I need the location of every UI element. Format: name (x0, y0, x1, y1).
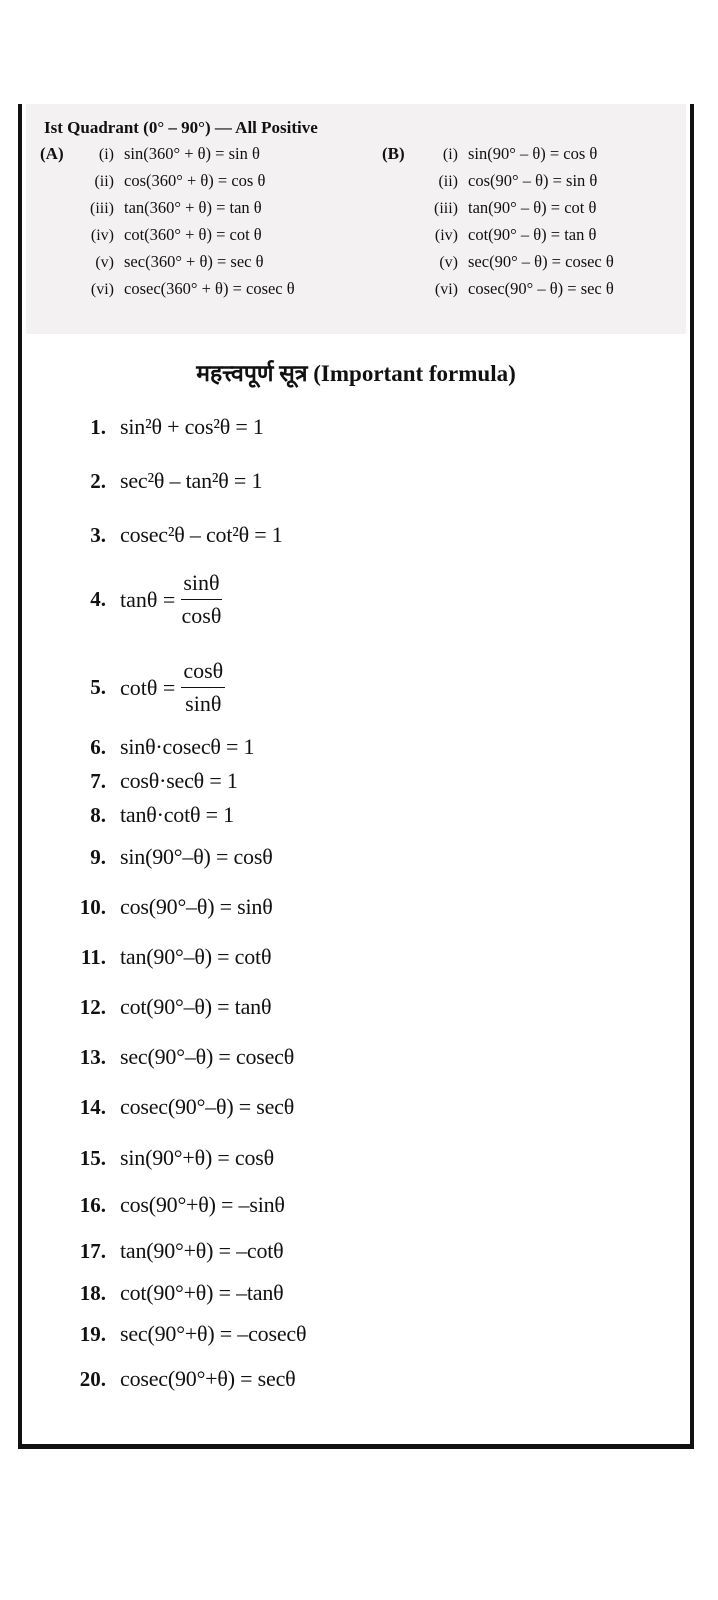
formula-text: sin(90°+θ) = cosθ (120, 1145, 274, 1170)
item-number: (i) (98, 146, 114, 163)
formula-text: cos(90°+θ) = –sinθ (120, 1192, 285, 1217)
formula-text: cosec²θ – cot²θ = 1 (120, 522, 283, 547)
page-frame (18, 104, 694, 1449)
formula-text: tan(90°–θ) = cotθ (120, 944, 272, 969)
formula-text: sin(90°–θ) = cosθ (120, 844, 273, 869)
formula-number: 13. (79, 1044, 106, 1069)
formula-number: 15. (79, 1145, 106, 1170)
item-number: (v) (95, 254, 114, 271)
fraction (181, 570, 221, 629)
identity-row (382, 252, 702, 279)
formula-number: 11. (80, 944, 106, 969)
formula-item (64, 1238, 284, 1264)
formula-number: 7. (90, 768, 106, 793)
set-tag: (A) (40, 144, 64, 163)
formula-number: 14. (79, 1094, 106, 1119)
item-number: (v) (439, 254, 458, 271)
identity-row (40, 252, 360, 279)
item-number: (ii) (94, 173, 114, 190)
formula-item (64, 1145, 274, 1171)
identity-row (382, 198, 702, 225)
item-number: (iii) (434, 200, 458, 217)
quadrant-heading: Ist Quadrant (0° – 90°) — All Positive (44, 118, 318, 137)
fraction-denominator: cosθ (181, 603, 222, 628)
formula-text: cot(90°–θ) = tanθ (120, 994, 272, 1019)
formula-number: 16. (79, 1192, 106, 1217)
identity-row (40, 144, 360, 171)
formula-item (64, 1366, 296, 1392)
fraction-numerator: cosθ (181, 658, 225, 688)
formula-item (64, 994, 271, 1020)
fraction (181, 658, 225, 717)
formula-item (64, 414, 264, 440)
formula-number: 19. (79, 1321, 106, 1346)
formula-item (64, 944, 271, 970)
formula-item (64, 1321, 306, 1347)
formula-item (64, 570, 222, 629)
formula-number: 18. (79, 1280, 106, 1305)
formula-item (64, 768, 238, 794)
identity-text: tan(90° – θ) = cot θ (468, 198, 597, 217)
formula-item (64, 522, 283, 548)
item-number: (vi) (90, 281, 114, 298)
formula-item (64, 468, 262, 494)
formula-item (64, 802, 234, 828)
formula-title: महत्त्वपूर्ण सूत्र (Important formula) (196, 361, 516, 386)
item-number: (iv) (434, 227, 458, 244)
formula-text: sin²θ + cos²θ = 1 (120, 414, 264, 439)
formula-text: sinθ·cosecθ = 1 (120, 734, 255, 759)
formula-text: sec²θ – tan²θ = 1 (120, 468, 263, 493)
identity-set-a (40, 144, 360, 306)
fraction-denominator: sinθ (185, 691, 222, 716)
identity-row (40, 225, 360, 252)
item-number: (iv) (90, 227, 114, 244)
formula-text: cosec(90°+θ) = secθ (120, 1366, 296, 1391)
formula-number: 6. (90, 734, 106, 759)
item-number: (ii) (438, 173, 458, 190)
formula-item (64, 1094, 294, 1120)
fraction-expression (120, 658, 225, 717)
formula-item (64, 1280, 284, 1306)
formula-item (64, 734, 254, 760)
identity-row (382, 171, 702, 198)
formula-item (64, 658, 225, 717)
formula-number: 5. (90, 675, 106, 699)
identity-row (382, 225, 702, 252)
identity-text: cos(360° + θ) = cos θ (124, 171, 266, 190)
formula-text: tan(90°+θ) = –cotθ (120, 1238, 284, 1263)
identity-text: cot(90° – θ) = tan θ (468, 225, 597, 244)
formula-text: cosθ·secθ = 1 (120, 768, 238, 793)
identity-row (40, 279, 360, 306)
identity-text: tan(360° + θ) = tan θ (124, 198, 262, 217)
identity-text: cos(90° – θ) = sin θ (468, 171, 598, 190)
identity-text: sin(90° – θ) = cos θ (468, 144, 598, 163)
formula-text: cosec(90°–θ) = secθ (120, 1094, 295, 1119)
item-number: (vi) (434, 281, 458, 298)
formula-number: 12. (79, 994, 106, 1019)
identity-text: cosec(90° – θ) = sec θ (468, 279, 614, 298)
formula-number: 9. (90, 844, 106, 869)
identity-text: sin(360° + θ) = sin θ (124, 144, 260, 163)
quadrant-panel (26, 104, 686, 334)
item-number: (iii) (90, 200, 114, 217)
identity-row (382, 144, 702, 171)
formula-text: cot(90°+θ) = –tanθ (120, 1280, 284, 1305)
formula-number: 8. (90, 802, 106, 827)
identity-text: cosec(360° + θ) = cosec θ (124, 279, 295, 298)
formula-item (64, 844, 273, 870)
formula-lhs: cotθ = (120, 674, 176, 700)
formula-number: 10. (79, 894, 106, 919)
item-number: (i) (442, 146, 458, 163)
formula-lhs: tanθ = (120, 586, 176, 612)
identity-row (40, 198, 360, 225)
formula-number: 20. (79, 1366, 106, 1391)
formula-item (64, 894, 273, 920)
fraction-numerator: sinθ (181, 570, 221, 600)
formula-item (64, 1192, 285, 1218)
formula-text: sec(90°+θ) = –cosecθ (120, 1321, 307, 1346)
identity-row (382, 279, 702, 306)
set-tag: (B) (382, 144, 405, 163)
formula-number: 1. (90, 414, 106, 439)
identity-text: sec(90° – θ) = cosec θ (468, 252, 614, 271)
formula-number: 2. (90, 468, 106, 493)
formula-text: sec(90°–θ) = cosecθ (120, 1044, 295, 1069)
identity-text: sec(360° + θ) = sec θ (124, 252, 264, 271)
identity-row (40, 171, 360, 198)
formula-text: tanθ·cotθ = 1 (120, 802, 234, 827)
formula-number: 4. (90, 587, 106, 611)
formula-number: 3. (90, 522, 106, 547)
formula-item (64, 1044, 294, 1070)
formula-number: 17. (79, 1238, 106, 1263)
identity-text: cot(360° + θ) = cot θ (124, 225, 262, 244)
formula-text: cos(90°–θ) = sinθ (120, 894, 273, 919)
identity-set-b (382, 144, 702, 306)
fraction-expression (120, 570, 222, 629)
